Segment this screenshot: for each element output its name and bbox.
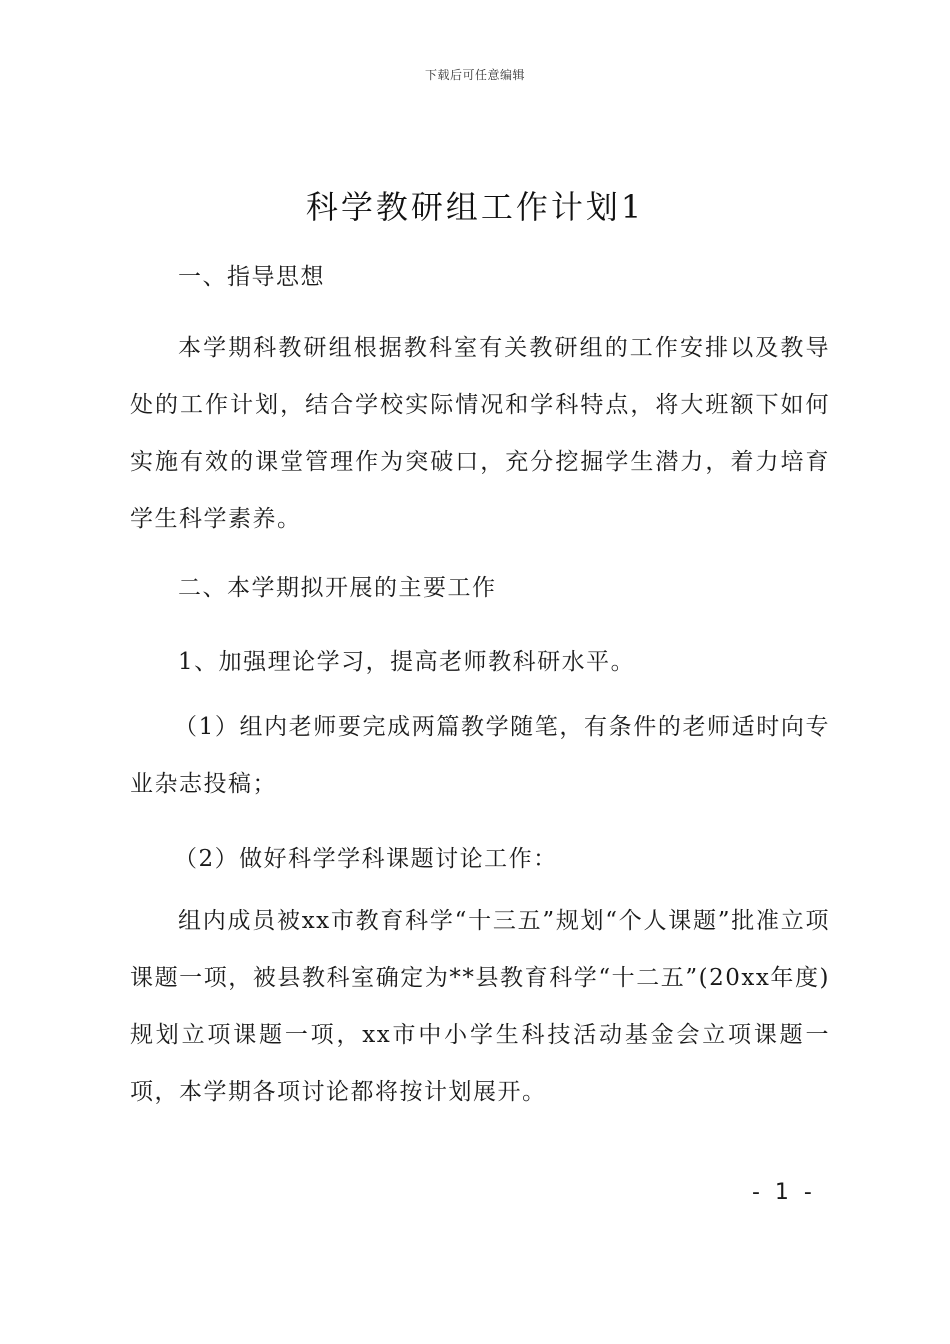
section-heading-main-work: 二、本学期拟开展的主要工作	[178, 575, 497, 601]
paragraph-guiding-ideology: 本学期科教研组根据教科室有关教研组的工作安排以及教导处的工作计划，结合学校实际情况和学科特点，将大班额下如何实施有效的课堂管理作为突破口，充分挖掘学生潜力，着力培育学生科学素养。	[130, 335, 830, 532]
page-number: - 1 -	[752, 1180, 816, 1205]
paragraph-teaching-essays: （1）组内老师要完成两篇教学随笔，有条件的老师适时向专业杂志投稿；	[130, 714, 830, 797]
document-title: 科学教研组工作计划1	[305, 188, 645, 226]
header-note: 下载后可任意编辑	[424, 68, 525, 82]
section-heading-guiding-ideology: 一、指导思想	[178, 264, 325, 290]
item-heading-research-topics: （2）做好科学学科课题讨论工作：	[174, 846, 558, 872]
item-heading-theory-study: 1、加强理论学习，提高老师教科研水平。	[178, 649, 636, 675]
paragraph-research-topics: 组内成员被xx市教育科学“十三五”规划“个人课题”批准立项课题一项，被县教科室确定为**县教育科学“十二五”(20xx年度)规划立项课题一项，xx市中小学生科技活动基金会立项课题一项，本学期各项讨论都将按计划展开。	[130, 908, 830, 1105]
